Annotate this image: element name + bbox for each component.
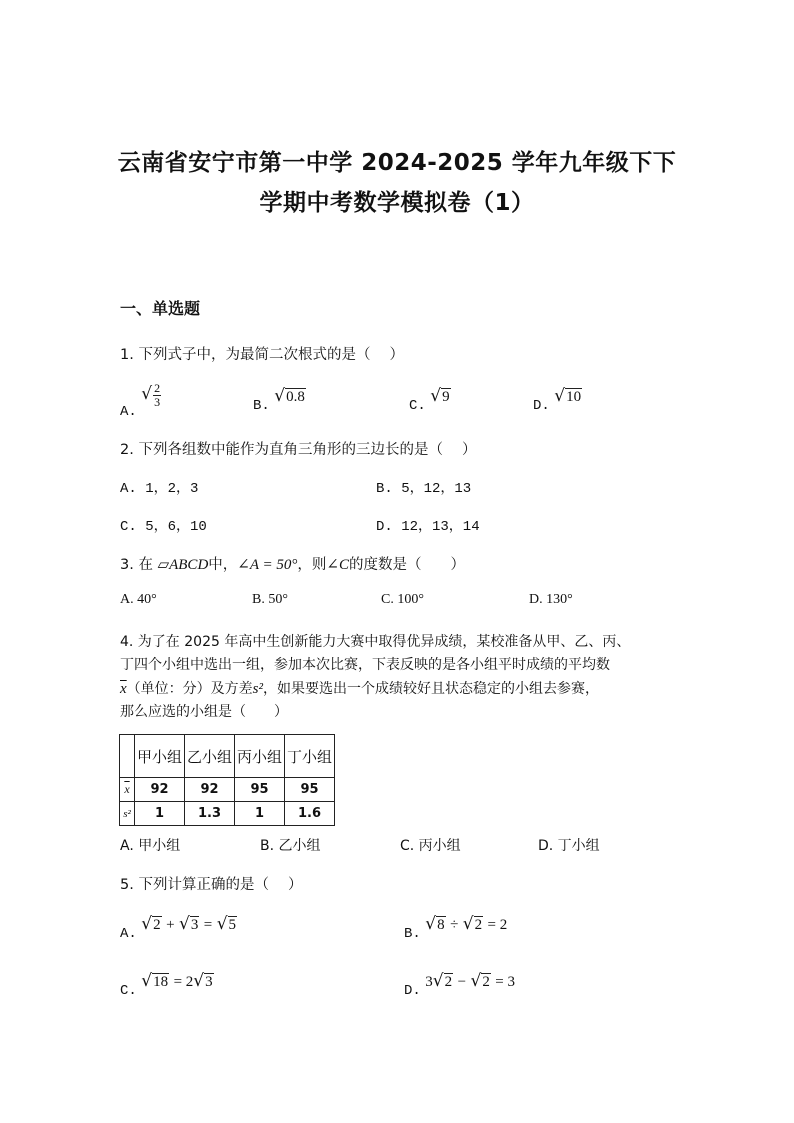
- fraction-numerator: 2: [154, 381, 161, 395]
- equals-operator: =: [203, 917, 213, 933]
- parallelogram-icon: ▱: [157, 557, 170, 573]
- table-header-cell: 甲小组: [135, 735, 185, 778]
- question-4-option-b: B. 乙小组: [260, 838, 321, 854]
- question-5-option-c: [120, 971, 214, 999]
- table-cell: 92: [185, 778, 235, 802]
- question-4-line3: [120, 678, 599, 698]
- radicand: 3: [205, 974, 213, 990]
- sqrt-icon: √: [425, 914, 437, 934]
- question-1-option-d: [533, 386, 582, 414]
- mean-symbol: $\overline{x}$: [120, 681, 127, 697]
- table-row-label: $\overline{x}$: [120, 778, 135, 802]
- question-4-line1: 4. 为了在 2025 年高中生创新能力大赛中取得优异成绩，某校准备从甲、乙、丙、: [120, 634, 631, 650]
- question-2-option-d: D. 12，13，14: [376, 519, 480, 535]
- radicand: 10: [566, 389, 582, 405]
- radicand: 8: [437, 917, 445, 933]
- table-corner-cell: [120, 735, 135, 778]
- score-table: [119, 734, 335, 826]
- question-1-option-c: [409, 386, 451, 414]
- question-4-line4: 那么应选的小组是（ ）: [120, 704, 288, 720]
- radicand: 0.8: [286, 389, 305, 405]
- coefficient: 3: [425, 974, 433, 990]
- sqrt-icon: √: [274, 386, 286, 406]
- sqrt-icon: √: [193, 971, 205, 991]
- table-header-row: [120, 735, 335, 778]
- table-cell: 1: [235, 802, 285, 826]
- question-3-stem: [120, 553, 465, 574]
- question-3-option-c: C. 100°: [381, 592, 424, 607]
- question-1-stem: 1. 下列式子中，为最简二次根式的是（ ）: [120, 347, 405, 363]
- stem-text: ，则: [297, 557, 327, 573]
- table-row: [120, 802, 335, 826]
- table-header-cell: 丁小组: [285, 735, 335, 778]
- question-1-option-a: [120, 381, 162, 421]
- document-title-line1: 云南省安宁市第一中学 2024-2025 学年九年级下下: [117, 150, 677, 176]
- sqrt-icon: √: [178, 914, 190, 934]
- table-row: [120, 778, 335, 802]
- question-5-option-b: [404, 914, 508, 942]
- equals-result: = 2: [487, 917, 508, 933]
- sqrt-icon: √: [141, 971, 153, 991]
- minus-operator: −: [457, 974, 467, 990]
- stem-text: 3. 在: [120, 557, 153, 573]
- section-heading: 一、单选题: [120, 299, 201, 318]
- option-label: C.: [409, 398, 426, 414]
- table-row-label: s²: [120, 802, 135, 826]
- radicand: 2: [482, 974, 490, 990]
- sqrt-icon: √: [554, 386, 566, 406]
- option-label: A.: [120, 926, 137, 942]
- question-4-option-d: D. 丁小组: [538, 838, 600, 854]
- radicand: 9: [442, 389, 450, 405]
- table-header-cell: 丙小组: [235, 735, 285, 778]
- sqrt-icon: √: [141, 384, 153, 405]
- sqrt-icon: √: [430, 386, 442, 406]
- equals-result: = 3: [495, 974, 515, 990]
- table-cell: 1.6: [285, 802, 335, 826]
- stem-text: 中，: [208, 557, 238, 573]
- option-label: D.: [404, 983, 421, 999]
- option-label: A.: [120, 404, 137, 421]
- table-cell: 1.3: [185, 802, 235, 826]
- question-2-option-b: B. 5，12，13: [376, 481, 472, 497]
- sqrt-icon: √: [470, 971, 482, 991]
- question-1-option-b: [253, 386, 306, 414]
- angle-a-expression: ∠A = 50°: [237, 557, 298, 573]
- sqrt-icon: √: [216, 914, 228, 934]
- parallelogram-name: ABCD: [169, 557, 209, 573]
- sqrt-icon: √: [462, 914, 474, 934]
- question-3-option-b: B. 50°: [252, 592, 288, 607]
- table-cell: 1: [135, 802, 185, 826]
- equals-coefficient: = 2: [173, 974, 194, 990]
- sqrt-icon: √: [141, 914, 153, 934]
- table-cell: 92: [135, 778, 185, 802]
- question-4-option-a: A. 甲小组: [120, 838, 181, 854]
- option-label: D.: [533, 398, 550, 414]
- question-5-stem: 5. 下列计算正确的是（ ）: [120, 877, 303, 893]
- option-label: B.: [253, 398, 270, 414]
- document-title-line2: 学期中考数学模拟卷（1）: [259, 190, 535, 216]
- radicand: 2: [444, 974, 453, 990]
- option-label: C.: [120, 983, 137, 999]
- fraction-denominator: 3: [154, 394, 161, 409]
- table-cell: 95: [235, 778, 285, 802]
- stem-text: ，如果要选出一个成绩较好且状态稳定的小组去参赛，: [263, 681, 600, 697]
- sqrt-icon: √: [432, 971, 444, 991]
- stem-text: （单位：分）及方差: [126, 681, 253, 697]
- question-5-option-a: [120, 914, 237, 942]
- question-2-stem: 2. 下列各组数中能作为直角三角形的三边长的是（ ）: [120, 442, 477, 458]
- table-cell: 95: [285, 778, 335, 802]
- question-4-option-c: C. 丙小组: [400, 838, 461, 854]
- radicand: 2: [474, 917, 483, 933]
- radicand: 18: [153, 974, 169, 990]
- question-4-line2: 丁四个小组中选出一组，参加本次比赛，下表反映的是各小组平时成绩的平均数: [120, 657, 610, 673]
- radicand: 3: [190, 917, 199, 933]
- radicand: 2: [153, 917, 161, 933]
- question-5-option-d: [404, 971, 515, 999]
- question-3-option-a: A. 40°: [120, 592, 157, 607]
- question-2-option-a: A. 1，2，3: [120, 481, 199, 497]
- question-2-option-c: C. 5，6，10: [120, 519, 207, 535]
- option-label: B.: [404, 926, 421, 942]
- table-header-cell: 乙小组: [185, 735, 235, 778]
- radicand: 5: [228, 917, 237, 933]
- variance-symbol: s²: [252, 681, 264, 697]
- divide-operator: ÷: [450, 917, 459, 933]
- stem-text: 的度数是（ ）: [348, 557, 465, 573]
- plus-operator: +: [166, 917, 175, 933]
- angle-c-expression: ∠C: [326, 557, 349, 573]
- question-3-option-d: D. 130°: [529, 592, 573, 607]
